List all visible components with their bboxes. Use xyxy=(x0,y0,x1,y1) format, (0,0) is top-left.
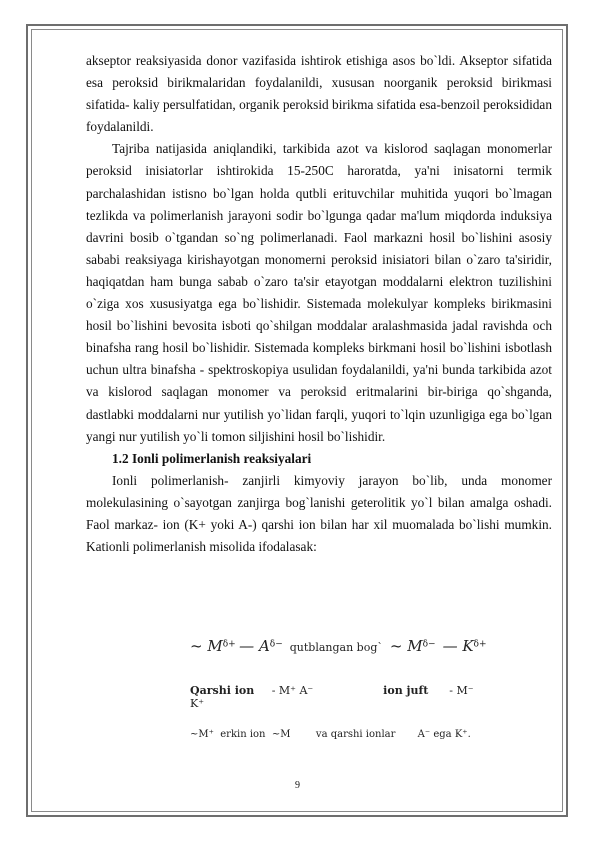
formula-mk: - M⁻ K⁺ xyxy=(190,684,474,710)
formula-ega: ega xyxy=(433,729,452,740)
formula-m-minus: ~ M xyxy=(389,637,423,655)
formula-k-plus: — K xyxy=(442,637,474,655)
formula-sup: δ+ xyxy=(473,639,487,650)
formula-ma: - M⁺ A⁻ xyxy=(271,684,314,697)
formula-m-cation: ~M⁺ xyxy=(190,729,214,740)
paragraph-3: Ionli polimerlanish- zanjirli kimyoviy jarayon bo`lib, unda monomer molekulasining o`sayotgan zanjirga bog`lanishi geterolitik yo`l bilan amalga oshadi. Faol markaz- ion (K+ yoki A-) qarshi ion bilan har xil muomalada bo`lishi mumkin. Kationli polimerlanish misolida ifodalasak: xyxy=(86,472,552,555)
formula-k-cation: K⁺. xyxy=(454,729,471,740)
formula-sup: δ− xyxy=(269,639,283,650)
formula-row-polar-bond xyxy=(190,637,490,655)
formula-label-counter-ion: Qarshi ion xyxy=(190,684,255,697)
section-heading: 1.2 Ionli polimerlanish reaksiyalari xyxy=(112,450,312,466)
formula-label-free-ion: erkin ion xyxy=(220,729,266,740)
formula-sup: δ− xyxy=(422,639,436,650)
paragraph-1: akseptor reaksiyasida donor vazifasida ishtirok etishiga asos bo`ldi. Akseptor sifatida esa peroksid birikmalaridan foydalanildi, xususan noorganik peroksid birikmasi sifatida- kaliy persulfatidan, organik peroksid birikma sifatida esa-benzoil peroksididan foydalanildi. xyxy=(86,53,552,135)
formula-row-free-ions xyxy=(190,729,490,740)
formula-label-polar: qutblangan bog` xyxy=(289,641,383,654)
document-body xyxy=(86,50,552,558)
formula-row-ion-pair xyxy=(190,684,490,710)
formula-label-ion-pair: ion juft xyxy=(383,684,429,697)
formula-a-minus: — A xyxy=(239,637,270,655)
formula-label-counter-ions: va qarshi ionlar xyxy=(315,729,396,740)
formula-m-plus: ~ M xyxy=(190,637,223,655)
formula-a-anion: A⁻ xyxy=(417,729,434,740)
formula-sup: δ+ xyxy=(222,639,236,650)
paragraph-2: Tajriba natijasida aniqlandiki, tarkibida azot va kislorod saqlagan monomerlar peroksid inisiatorlar ishtirokida 15-250C haroratda, ya'ni inisatorni termik parchalashidan istisno bo`lgan holda qutbli erituvchilar muhitida yuqori bo`lmagan tezlikda va polimerlanish jarayoni sodir bo`lgunga qadar ma'lum miqdorda induksiya davrini bosib o`tgandan so`ng polimerlanadi. Faol markazni hosil bo`lishini asosiy sababi reaksiyaga kirishayotgan monomerni peroksid inisiatori bilan o`zaro ta'siridir, haqiqatdan ham bunga sabab o`zaro ta'sir etayotgan moddalarni elektron tuzilishini o`ziga xos xususiyatga ega bo`lishidir. Sistemada molekulyar kompleks birikmasini hosil bo`lishini bevosita isboti qo`shilgan moddalar aralashmasida jadal ravishda och binafsha rang hosil bo`lishidir. Sistemada kompleks birkmani hosil bo`lishini isbotlash uchun ultra binafsha - spektroskopiya usulidan foydalanildi, ya'ni bunda tarkibida azot va kislorod saqlagan monomer va peroksid eritmalarini bir-biriga qo`shganda, dastlabki moddalarni nur yutilish yo`lidan farqli, yuqori to`lqin uzunligiga ega bo`lgan yangi nur yutilish yo`li tomon siljishini hosil bo`lishidir. xyxy=(86,141,552,444)
formula-m-chain: ~M xyxy=(271,729,291,740)
page-number: 9 xyxy=(295,780,300,791)
